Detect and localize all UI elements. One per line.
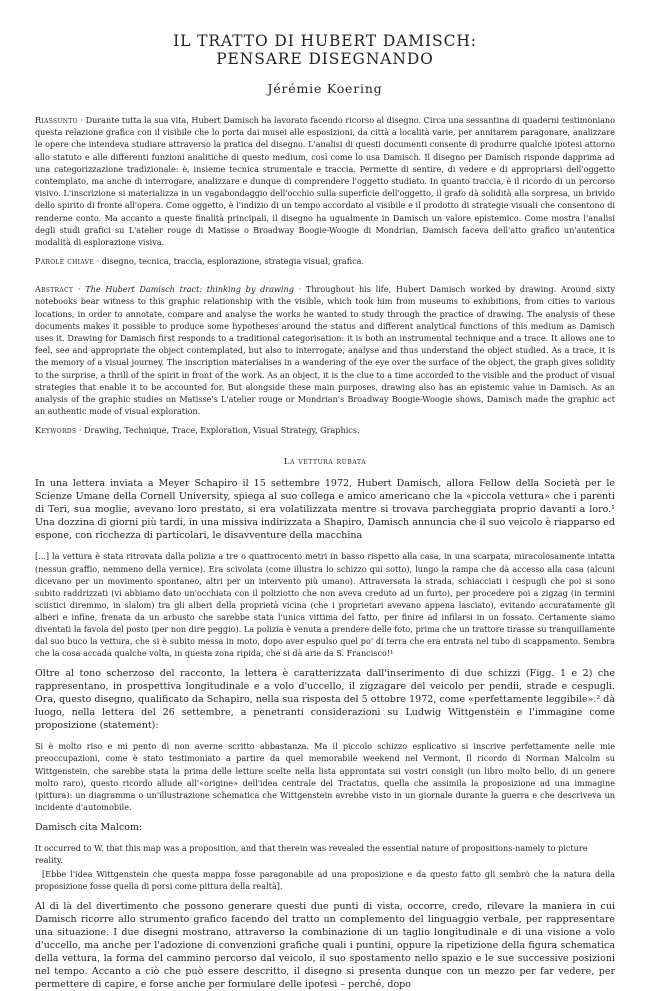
riassunto bbox=[35, 114, 615, 248]
title-line-1: IL TRATTO DI HUBERT DAMISCH: bbox=[173, 32, 477, 50]
abstract-title: · The Hubert Damisch tract: thinking by drawing bbox=[73, 284, 294, 295]
abstract-en bbox=[35, 283, 615, 417]
abstract-label: Abstract bbox=[35, 284, 74, 295]
author-name: Jérémie Koering bbox=[267, 81, 383, 96]
riassunto-text: · Durante tutta la sua vita, Hubert Damisch ha lavorato facendo ricorso al disegno. Circa una sessantina di quaderni testimoniano questa relazione grafica con il visibile che lo porta dai musei alle esposizioni, da città a località varie, per annitarem paragonare, analizzare le opere che intendeva studiare attraverso la pratica del disegno. L'analisi di questi documenti consente di produrre qualche ipotesi attorno allo statuto e alle differenti funzioni analitiche di questo medium, così come lo usa Damisch. Il disegno per Damisch risponde dapprima ad una categorizzazione tradizionale: è, insieme tecnica strumentale e traccia. Permette di sentire, di vedere e di appropriarsi dell'oggetto contemplato, ma anche di interrogare, analizzare e dunque di comprendere l'oggetto studiato. In quanto traccia, è il ricordo di un percorso visivo. L'inscrizione si materializza in un vagabondaggio dell'occhio sulla superficie dell'oggetto, il grafo dà solidità alla sorpresa, un brivido dello spirito di fronte all'opera. Come oggetto, è l'indizio di un tempo accordato al visibile e il prodotto di strategie visuali che consentono di renderne conto. Ma accanto a queste finalità principali, il disegno ha ugualmente in Damisch un valore epistemico. Come mostra l'analisi degli studi grafici su L'atelier rouge di Matisse o Broadway Boogie-Woogie di Mondrian, Damisch faceva dell'atto grafico un'autentica modalità di esplorazione visiva. bbox=[35, 115, 615, 248]
block-quote-1: [...] la vettura è stata ritrovata dalla polizia a tre o quattrocento metri in basso rispetto alla casa, in una scarpata, miracolosamente intatta (nessun graffio, nemmeno della vernice). Era scivolata (come illustra lo schizzo qui sotto), lungo la rampa che dà accesso alla casa (alcuni dicevano per un movimento spontaneo, altri per un intervento più umano). Attraversata la strada, schiacciati i cespugli che poi si sono subito raddrizzati (vi abbiamo dato un'occhiata con il poliziotto che non aveva creduto ad un furto), per procedere poi a zigzag (in termini sciistici diremmo, in slalom) tra gli alberi della proprietà vicina (che i proprietari avevano appena lasciato), evitando accuratamente gli alberi e infine, frenata da un arbusto che sarebbe stata l'unica vittima del fatto, per finire ad infilarsi in un fossato. Certamente siamo diventati la favola del posto (per non dire peggio). La polizia è venuta a prendere delle foto, prima che un trattore tirasse su tranquillamente dal suo buco la vettura, che si è subito messa in moto, dopo aver espulso quel po' di terra che era entrata nel tubo di scappamento. Sembra che la cosa accada qualche volta, in questa zona ripida, che si dà arie da S. Francisco!¹ bbox=[35, 551, 615, 659]
damisch-cita-line: Damisch cita Malcom: bbox=[35, 821, 143, 833]
parole-chiave-text: · disegno, tecnica, traccia, esplorazione, strategia visual, grafica. bbox=[94, 256, 365, 267]
block-quote-2: Si è molto riso e mi pento di non averne scritto abbastanza. Ma il piccolo schizzo esplicativo si inscrive perfettamente nelle mie preoccupazioni, come è stato testimoniato a partire da quel memorabile weekend nel Vermont. Il ricordo di Norman Malcolm su Wittgenstein, che sarebbe stata la prima delle letture scelte nella lista approntata sui vostri consigli (un libro molto bello, di un genere molto raro), questo ricordo allude all'«origine» dell'idea centrale del Tractatus, quella che assimila la proposizione ad una immagine (pittura): un diagramma o un'illustrazione schematica che Wittgenstein avrebbe visto in un giornale durante la guerra e che descriveva un incidente d'automobile. bbox=[35, 741, 615, 812]
block-quote-3-italian: [Ebbe l'idea Wittgenstein che questa mappa fosse paragonabile ad una proposizione e da questo fatto gli sembrò che la natura della proposizione fosse quella di porsi come pittura della realtà]. bbox=[35, 869, 615, 892]
paper-title bbox=[35, 32, 615, 68]
keywords-text: · Drawing, Technique, Trace, Exploration, Visual Strategy, Graphics. bbox=[76, 425, 360, 436]
body-paragraph-3: Al di là del divertimento che possono generare questi due punti di vista, occorre, credo, rilevare la maniera in cui Damisch ricorre allo strumento grafico facendo del tratto un complemento del linguaggio verbale, per rappresentare una situazione. I due disegni mostrano, attraverso la combinazione di un taglio longitudinale e di una visione a volo d'uccello, ma anche per l'adozione di convenzioni grafiche quali i puntini, oppure la ripetizione della figura schematica della vettura, la forma del cammino percorso dal veicolo, il suo spostamento nello spazio e le sue successive posizioni nel tempo. Accanto a ciò che può essere descritto, il disegno si presenta dunque con un mezzo per far vedere, per permettere di capire, e forse anche per formulare delle ipotesi – perché, dopo bbox=[35, 901, 615, 991]
body-paragraph-2: Oltre al tono scherzoso del racconto, la lettera è caratterizzata dall'inserimento di due schizzi (Figg. 1 e 2) che rappresentano, in prospettiva longitudinale e a volo d'uccello, il zigzagare del veicolo per pendii, strade e cespugli. Ora, questo disegno, qualificato da Schapiro, nella sua risposta del 5 ottobre 1972, come «perfettamente leggibile».² dà luogo, nella lettera del 26 settembre, a penetranti considerazioni su Ludwig Wittgenstein e l'immagine come proposizione (statement): bbox=[35, 668, 615, 732]
parole-chiave bbox=[35, 255, 615, 267]
title-line-2: PENSARE DISEGNANDO bbox=[216, 50, 434, 68]
riassunto-label: Riassunto bbox=[35, 115, 78, 125]
parole-chiave-label: Parole chiave bbox=[35, 256, 94, 267]
keywords-label: Keywords bbox=[35, 425, 77, 436]
abstract-text: · Throughout his life, Hubert Damisch worked by drawing. Around sixty notebooks bear witness to this graphic relationship with the visible, which took him from museums to exhibitions, from cities to various locations, in order to annotate, compare and analyse the works he wanted to study through the practice of drawing. The analysis of these documents makes it possible to produce some hypotheses around the status and different analytical functions of this medium as Damisch uses it. Drawing for Damisch first responds to a traditional categorisation: it is both an instrumental technique and a trace. It allows one to feel, see and appropriate the object contemplated, but also to interrogate, analyse and thus understand the object studied. As a trace, it is the memory of a visual journey. The inscription materialises in a wandering of the eye over the surface of the object, the graph gives solidity to the surprise, a thrill of the spirit in front of the work. As an object, it is the clue to a time accorded to the visible and the product of visual strategies that enable it to be accounted for. But alongside these main purposes, drawing also has an epistemic value in Damisch. As an analysis of the graphic studies on Matisse's L'atelier rouge or Mondrian's Broadway Boogie-Woogie shows, Damisch made the graphic act an authentic mode of visual exploration. bbox=[35, 284, 615, 417]
keywords bbox=[35, 424, 615, 436]
block-quote-3-english: It occurred to W. that this map was a proposition, and that therein was revealed the essential nature of propositions-namely to picture reality. bbox=[35, 842, 588, 865]
body-paragraph-1: In una lettera inviata a Meyer Schapiro il 15 settembre 1972, Hubert Damisch, allora Fellow della Società per le Scienze Umane della Cornell University, spiega al suo collega e amico americano che la «piccola vettura» che i parenti di Teri, sua moglie, avevano loro prestato, si era volatilizzata mentre si trovava parcheggiata proprio davanti a loro.¹ Una dozzina di giorni più tardi, in una missiva indirizzata a Shapiro, Damisch annuncia che il suo veicolo è riapparso ed espone, con ricchezza di particolari, le disavventure della macchina bbox=[35, 478, 615, 542]
section-heading: La vettura rubata bbox=[283, 457, 367, 468]
